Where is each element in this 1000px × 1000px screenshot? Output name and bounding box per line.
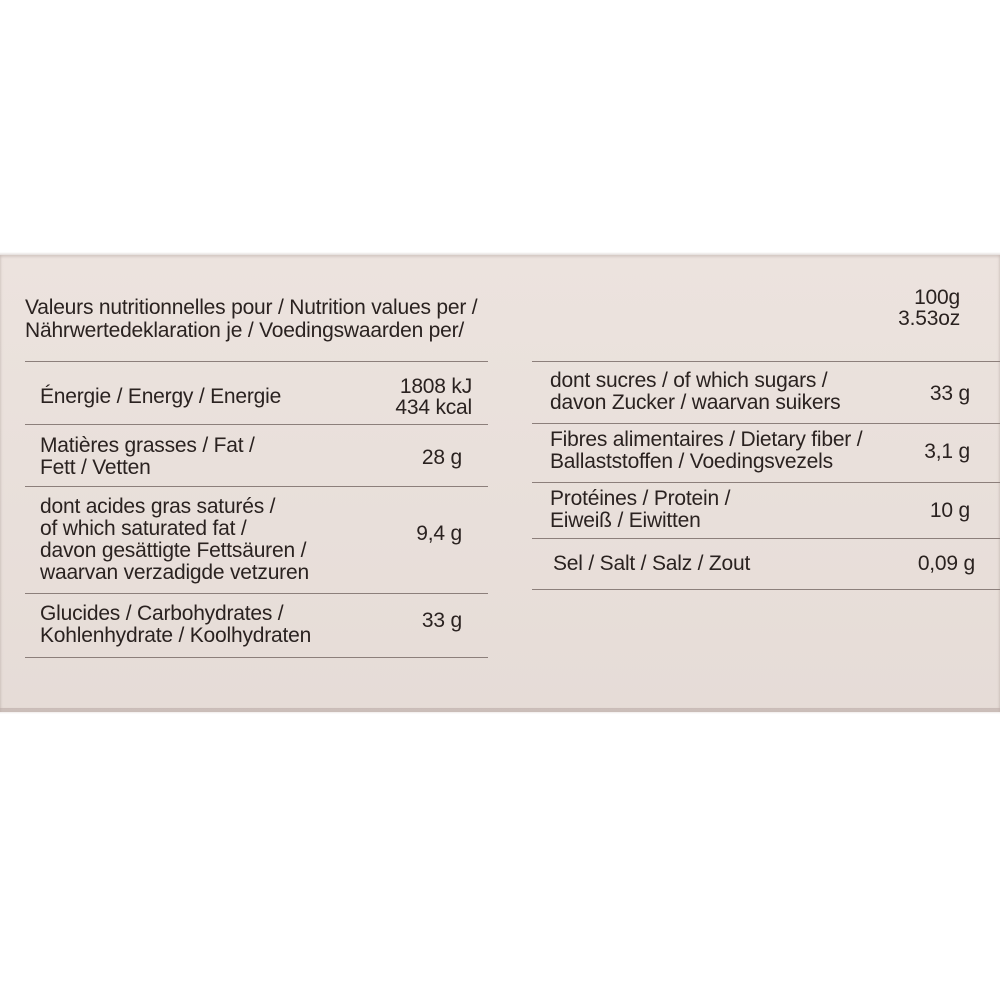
- saturated-fat-label-line-1: dont acides gras saturés /: [40, 495, 276, 518]
- sugars-label-line-1: dont sucres / of which sugars /: [550, 369, 828, 392]
- unit-line-1: 100g: [914, 286, 960, 309]
- protein-label-line-2: Eiweiß / Eiwitten: [550, 509, 701, 532]
- fiber-label-line-1: Fibres alimentaires / Dietary fiber /: [550, 428, 863, 451]
- saturated-fat-label-line-3: davon gesättigte Fettsäuren /: [40, 539, 307, 562]
- rule-right-1: [532, 423, 1000, 424]
- carbohydrates-value: 33 g: [421, 609, 462, 632]
- sugars-value: 33 g: [929, 382, 970, 405]
- fat-label-line-1: Matières grasses / Fat /: [40, 434, 255, 457]
- fat-value: 28 g: [421, 446, 462, 469]
- energy-kj-value: 1808 kJ: [399, 375, 472, 398]
- rule-right-top: [532, 361, 1000, 362]
- rule-left-1: [25, 424, 488, 425]
- energy-label: Énergie / Energy / Energie: [40, 385, 282, 408]
- rule-left-4: [25, 657, 488, 658]
- header-line-2: Nährwertedeklaration je / Voedingswaarden per/: [25, 319, 465, 342]
- fat-label-line-2: Fett / Vetten: [40, 456, 151, 479]
- saturated-fat-label-line-4: waarvan verzadigde vetzuren: [40, 561, 309, 584]
- energy-kcal-value: 434 kcal: [395, 396, 472, 419]
- rule-left-3: [25, 593, 488, 594]
- rule-right-2: [532, 482, 1000, 483]
- sugars-label-line-2: davon Zucker / waarvan suikers: [550, 391, 841, 414]
- salt-value: 0,09 g: [917, 552, 975, 575]
- protein-label-line-1: Protéines / Protein /: [550, 487, 731, 510]
- saturated-fat-label-line-2: of which saturated fat /: [40, 517, 247, 540]
- rule-left-2: [25, 486, 488, 487]
- fiber-label-line-2: Ballaststoffen / Voedingsvezels: [550, 450, 833, 473]
- unit-line-2: 3.53oz: [898, 307, 960, 330]
- carbohydrates-label-line-2: Kohlenhydrate / Koolhydraten: [40, 624, 312, 647]
- package-bottom-edge: [0, 708, 1000, 714]
- salt-label: Sel / Salt / Salz / Zout: [553, 552, 751, 575]
- rule-right-4: [532, 589, 1000, 590]
- saturated-fat-value: 9,4 g: [416, 522, 462, 545]
- rule-left-top: [25, 361, 488, 362]
- fiber-value: 3,1 g: [924, 440, 970, 463]
- rule-right-3: [532, 538, 1000, 539]
- carbohydrates-label-line-1: Glucides / Carbohydrates /: [40, 602, 284, 625]
- protein-value: 10 g: [929, 499, 970, 522]
- header-line-1: Valeurs nutritionnelles pour / Nutrition values per /: [25, 296, 478, 319]
